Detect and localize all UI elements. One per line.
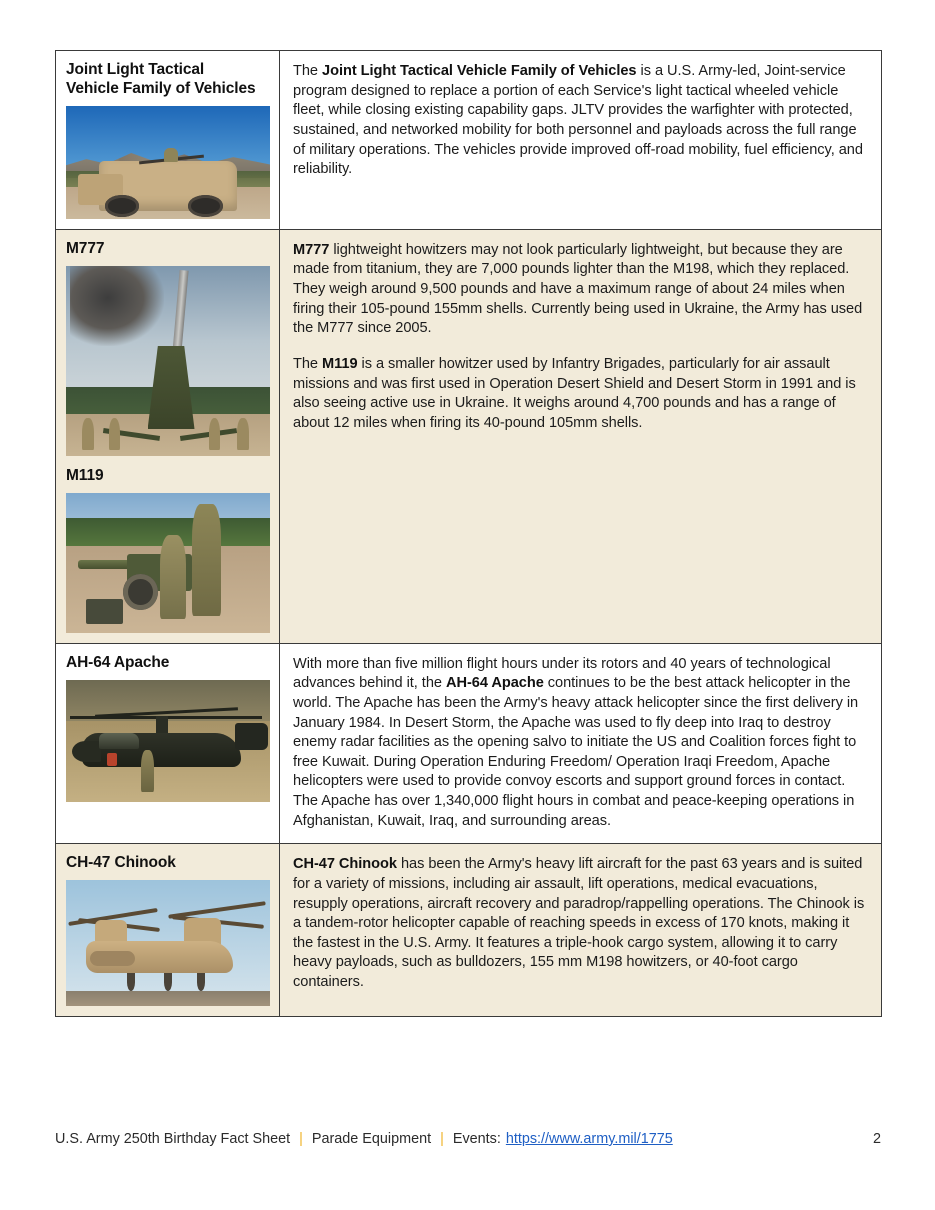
jltv-rear-wheel <box>188 195 223 216</box>
m777-description <box>280 230 881 446</box>
chinook-title <box>66 854 270 873</box>
m119-photo <box>66 493 270 633</box>
text-run: continues to be the best attack helicopter in the world. The Apache has been the Army's heavy attack helicopter since the first delivery in January 1984. In Desert Storm, the Apache was used to fly deep into Iraq to destroy enemy radar facilities as the opening salvo to initiate the US and Coalition forces fight to free Kuwait. During Operation Enduring Freedom/ Operation Iraqi Freedom, Apache helicopters were used to provide convoy escorts and support ground forces in contact. The Apache has over 1,340,000 flight hours in combat and peace-keeping operations in Afghanistan, Kuwait, Iraq, and surrounding areas. <box>293 675 859 829</box>
apache-tail-boom <box>235 723 268 750</box>
m777-right-cell <box>280 229 882 643</box>
m119-wheel <box>123 574 158 610</box>
m777-title <box>66 240 270 259</box>
chinook-left-cell <box>56 844 280 1017</box>
text-run-bold: M119 <box>322 355 358 372</box>
ammo-crate <box>86 599 123 624</box>
apache-title <box>66 654 270 673</box>
table-row-m777-m119 <box>56 229 882 643</box>
text-run: lightweight howitzers may not look particularly lightweight, but because they are made from titanium, they are 7,000 pounds lighter than the M198, which they replaced. They weigh around 9,500 pounds and have a maximum range of about 24 miles when firing their 105-pound 155mm shells. Currently being used in Ukraine, the Army has used the M777 since 2005. <box>293 241 863 337</box>
apache-right-cell <box>280 643 882 844</box>
m119-title <box>66 467 270 486</box>
m777-left-cell <box>56 229 280 643</box>
text-run: The <box>293 355 323 372</box>
chinook-right-cell <box>280 844 882 1017</box>
chinook-description <box>280 844 881 1004</box>
jltv-left-cell <box>56 51 280 230</box>
ground-crew-soldier <box>141 750 153 791</box>
jltv-title <box>66 61 270 99</box>
chinook-photo <box>66 880 270 1006</box>
crew-member <box>160 535 187 619</box>
ground-backdrop <box>66 991 270 1006</box>
crew-member <box>82 418 93 450</box>
crew-member <box>209 418 220 450</box>
apache-canopy <box>99 733 140 749</box>
jltv-title-line2: Vehicle Family of Vehicles <box>66 79 256 97</box>
page-number: 2 <box>872 1131 881 1147</box>
text-run-bold: AH-64 Apache <box>445 675 544 692</box>
text-run: With more than five million flight hours under its rotors and 40 years of technological advances behind it, the <box>293 655 831 692</box>
crew-member <box>237 418 248 450</box>
crew-member <box>192 504 221 616</box>
text-run: has been the Army's heavy lift aircraft for the past 63 years and is suited for a variety of missions, including air assault, lift operations, medical evacuations, resupply operations, aircraft recovery and paradrop/rappelling operations. The Chinook is a tandem-rotor helicopter capable of reaching speeds in excess of 170 knots, making it the fastest in the U.S. Army. It features a triple-hook cargo system, allowing it to carry heavy payloads, such as bulldozers, 155 mm M198 howitzers, or 40-foot cargo containers. <box>293 856 865 990</box>
jltv-paragraph-1 <box>293 62 867 180</box>
text-run: is a U.S. Army-led, Joint-service program designed to replace a portion of each Service's light tactical wheeled vehicle fleet, while closing existing capability gaps. JLTV provides the warfighter with protected, sustained, and networked mobility for both personnel and payloads across the full range of military operations. The vehicles provide improved off-road mobility, fuel efficiency, and reliability. <box>293 63 863 178</box>
footer-events-label: Events: <box>452 1131 501 1147</box>
footer-section-label: Parade Equipment <box>311 1131 432 1147</box>
apache-photo <box>66 680 270 802</box>
chinook-paragraph-1 <box>293 855 867 992</box>
m119-paragraph-2 <box>293 355 867 434</box>
text-run: is a smaller howitzer used by Infantry Brigades, particularly for air assault missions and was first used in Operation Desert Shield and Desert Storm in 1991 and is also seeing active use in Ukraine. It weighs around 4,700 pounds and has a range of about 12 miles when firing its 40-pound 105mm shells. <box>293 355 856 431</box>
table-row-chinook <box>56 844 882 1017</box>
apache-paragraph-1 <box>293 655 867 832</box>
landing-gear <box>197 973 205 991</box>
m777-photo <box>66 266 270 456</box>
jltv-right-cell <box>280 51 882 230</box>
apache-description <box>280 644 881 844</box>
jltv-front-wheel <box>105 195 140 216</box>
apache-nose <box>72 741 101 763</box>
table-row-jltv <box>56 51 882 230</box>
footer-separator-1: | <box>299 1131 303 1147</box>
apache-left-cell <box>56 643 280 844</box>
page-footer <box>55 1131 881 1147</box>
fuel-pod <box>90 951 135 966</box>
footer-fact-sheet-label: U.S. Army 250th Birthday Fact Sheet <box>55 1131 291 1147</box>
m777-title-label: M777 <box>66 239 105 257</box>
equipment-fact-table <box>55 50 882 1017</box>
text-run-bold: M777 <box>293 241 330 258</box>
jltv-photo <box>66 106 270 219</box>
footer-separator-2: | <box>440 1131 444 1147</box>
text-run: The <box>293 63 323 79</box>
table-row-apache <box>56 643 882 844</box>
m119-title-label: M119 <box>66 466 104 484</box>
m777-paragraph-1 <box>293 241 867 339</box>
chinook-title-label: CH-47 Chinook <box>66 854 176 872</box>
unit-emblem <box>107 753 117 766</box>
footer-events-link[interactable]: https://www.army.mil/1775 <box>505 1131 673 1147</box>
text-run-bold: CH-47 Chinook <box>293 856 397 873</box>
landing-gear <box>164 973 172 991</box>
text-run-bold: Joint Light Tactical Vehicle Family of Vehicles <box>322 63 637 79</box>
muzzle-smoke <box>70 266 164 346</box>
jltv-description <box>280 51 881 192</box>
apache-title-label: AH-64 Apache <box>66 653 170 671</box>
turret-gunner <box>164 148 178 163</box>
crew-member <box>109 418 120 450</box>
jltv-title-line1: Joint Light Tactical <box>66 61 205 78</box>
